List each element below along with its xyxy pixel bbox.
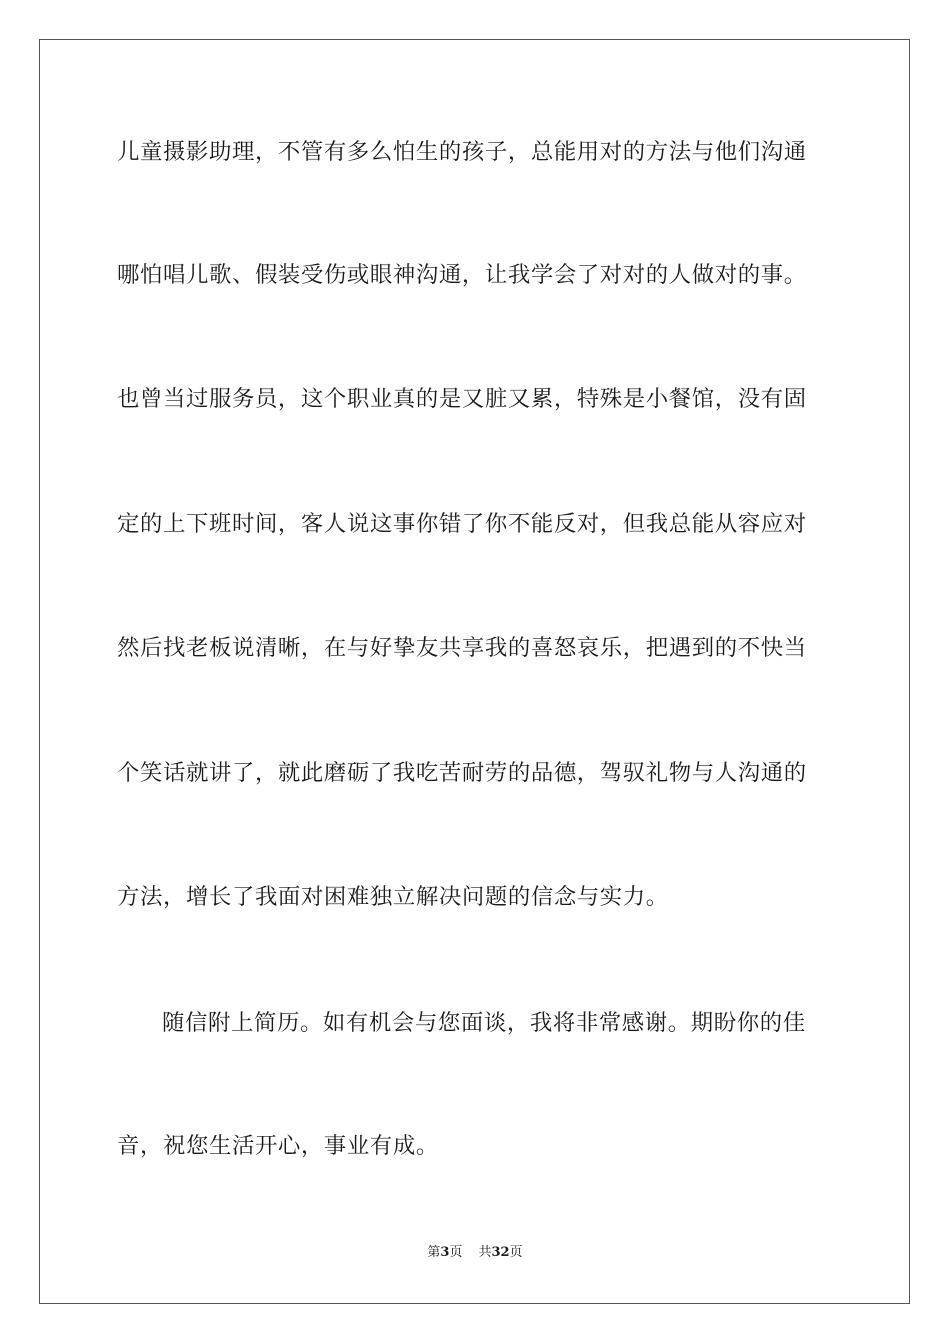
text-line: 定的上下班时间，客人说这事你错了你不能反对，但我总能从容应对 (117, 511, 807, 537)
page-number: 3 (440, 1245, 450, 1260)
total-unit: 页 (509, 1245, 523, 1260)
text-line: 音，祝您生活开心，事业有成。 (117, 1133, 439, 1159)
total-prefix: 共 (478, 1245, 492, 1260)
total-pages: 32 (491, 1245, 510, 1260)
paragraph-first-line: 随信附上简历。如有机会与您面谈，我将非常感谢。期盼你的佳 (162, 1010, 806, 1036)
text-line: 也曾当过服务员，这个职业真的是又脏又累，特殊是小餐馆，没有固 (117, 386, 807, 412)
page-unit: 页 (449, 1245, 463, 1260)
text-line: 方法，增长了我面对困难独立解决问题的信念与实力。 (117, 884, 669, 910)
text-line: 然后找老板说清晰，在与好挚友共享我的喜怒哀乐，把遇到的不快当 (117, 635, 807, 661)
page-prefix: 第 (427, 1245, 441, 1260)
page-footer (0, 1243, 950, 1263)
page-border (39, 39, 910, 1304)
text-line: 个笑话就讲了，就此磨砺了我吃苦耐劳的品德，驾驭礼物与人沟通的 (117, 760, 807, 786)
text-line: 儿童摄影助理，不管有多么怕生的孩子，总能用对的方法与他们沟通 (117, 139, 807, 165)
text-line: 哪怕唱儿歌、假装受伤或眼神沟通，让我学会了对对的人做对的事。 (117, 262, 807, 288)
